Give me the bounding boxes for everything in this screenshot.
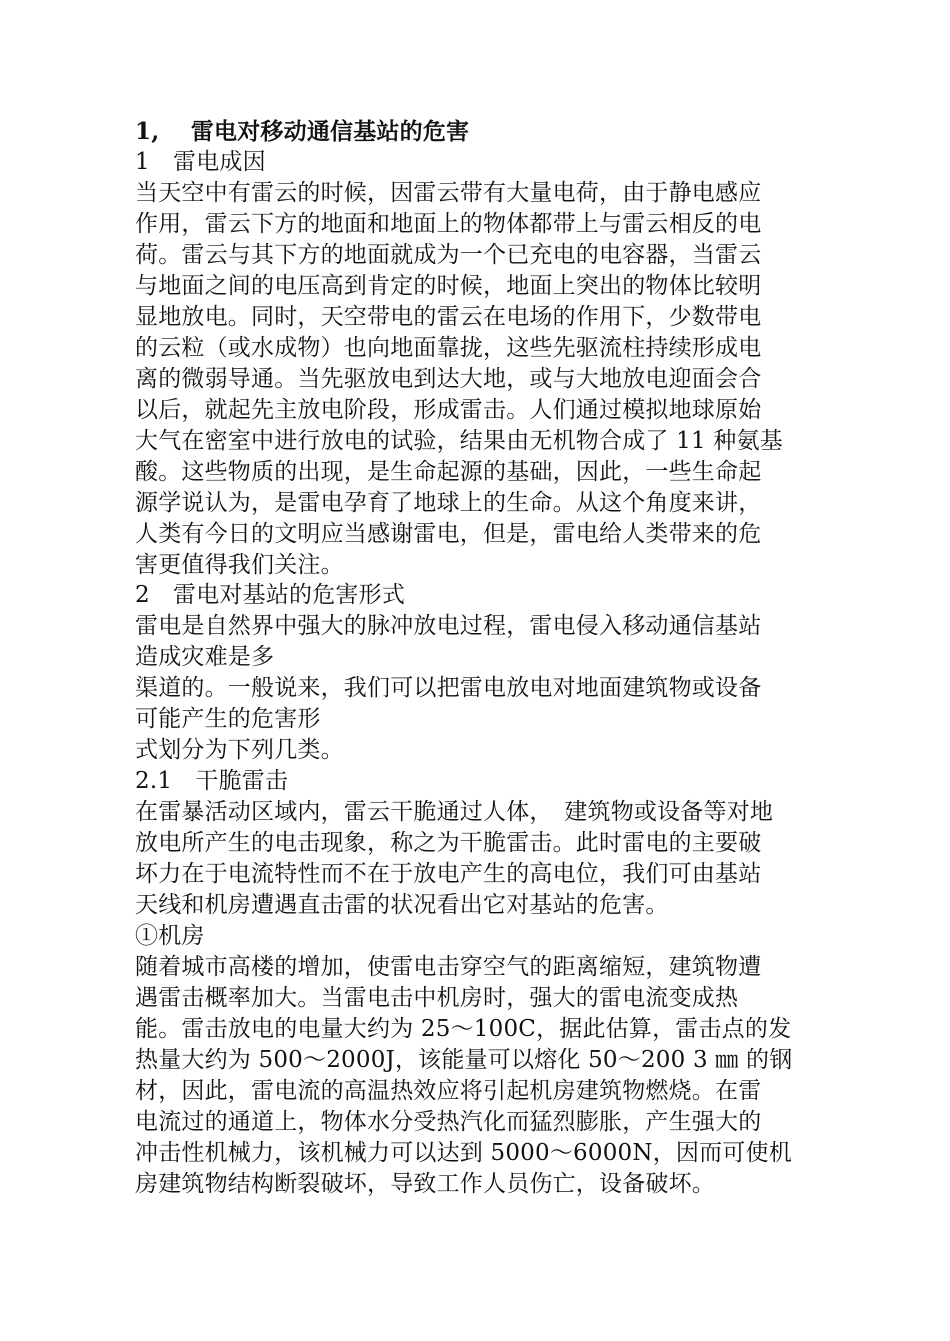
paragraph-line: 荷。雷云与其下方的地面就成为一个已充电的电容器，当雷云 bbox=[135, 242, 762, 268]
item-heading: ①机房 bbox=[135, 923, 205, 949]
paragraph-line: 坏力在于电流特性而不在于放电产生的高电位，我们可由基站 bbox=[135, 861, 762, 887]
paragraph-line: 电流过的通道上，物体水分受热汽化而猛烈膨胀，产生强大的 bbox=[135, 1109, 762, 1135]
paragraph-line: 放电所产生的电击现象，称之为干脆雷击。此时雷电的主要破 bbox=[135, 830, 762, 856]
paragraph-line: 与地面之间的电压高到肯定的时候，地面上突出的物体比较明 bbox=[135, 273, 762, 299]
paragraph-line: 渠道的。一般说来，我们可以把雷电放电对地面建筑物或设备 bbox=[135, 675, 762, 701]
paragraph-line: 天线和机房遭遇直击雷的状况看出它对基站的危害。 bbox=[135, 892, 669, 918]
paragraph-line: 房建筑物结构断裂破坏，导致工作人员伤亡，设备破坏。 bbox=[135, 1171, 715, 1197]
paragraph-line: 的云粒（或水成物）也向地面靠拢，这些先驱流柱持续形成电 bbox=[135, 335, 762, 361]
paragraph-line: 人类有今日的文明应当感谢雷电，但是，雷电给人类带来的危 bbox=[135, 521, 762, 547]
paragraph-line: 当天空中有雷云的时候，因雷云带有大量电荷，由于静电感应 bbox=[135, 180, 762, 206]
section-title: 1, 雷电对移动通信基站的危害 bbox=[135, 118, 470, 145]
paragraph-line: 作用，雷云下方的地面和地面上的物体都带上与雷云相反的电 bbox=[135, 211, 762, 237]
paragraph-line: 源学说认为，是雷电孕育了地球上的生命。从这个角度来讲， bbox=[135, 490, 762, 516]
paragraph-line: 以后，就起先主放电阶段，形成雷击。人们通过模拟地球原始 bbox=[135, 397, 762, 423]
paragraph-line: 大气在密室中进行放电的试验，结果由无机物合成了 11 种氨基 bbox=[135, 428, 783, 454]
paragraph-line: 在雷暴活动区域内，雷云干脆通过人体， 建筑物或设备等对地 bbox=[135, 799, 774, 825]
subsection-heading: 1 雷电成因 bbox=[135, 149, 266, 175]
paragraph-line: 离的微弱导通。当先驱放电到达大地，或与大地放电迎面会合 bbox=[135, 366, 762, 392]
paragraph-line: 显地放电。同时，天空带电的雷云在电场的作用下，少数带电 bbox=[135, 304, 762, 330]
paragraph-line: 雷电是自然界中强大的脉冲放电过程，雷电侵入移动通信基站 bbox=[135, 613, 762, 639]
paragraph-line: 能。雷击放电的电量大约为 25～100C，据此估算，雷击点的发 bbox=[135, 1016, 792, 1042]
subsection-heading: 2.1 干脆雷击 bbox=[135, 768, 289, 794]
paragraph-line: 酸。这些物质的出现，是生命起源的基础，因此，一些生命起 bbox=[135, 459, 762, 485]
paragraph-line: 热量大约为 500～2000J，该能量可以熔化 50～200 3 ㎜ 的钢 bbox=[135, 1047, 793, 1073]
paragraph-line: 造成灾难是多 bbox=[135, 644, 275, 670]
paragraph-line: 遇雷击概率加大。当雷电击中机房时，强大的雷电流变成热 bbox=[135, 985, 739, 1011]
subsection-heading: 2 雷电对基站的危害形式 bbox=[135, 582, 406, 608]
paragraph-line: 害更值得我们关注。 bbox=[135, 552, 344, 578]
paragraph-line: 可能产生的危害形 bbox=[135, 706, 321, 732]
paragraph-line: 冲击性机械力，该机械力可以达到 5000～6000N，因而可使机 bbox=[135, 1140, 792, 1166]
paragraph-line: 式划分为下列几类。 bbox=[135, 737, 344, 763]
paragraph-line: 随着城市高楼的增加，使雷电击穿空气的距离缩短，建筑物遭 bbox=[135, 954, 762, 980]
paragraph-line: 材，因此，雷电流的高温热效应将引起机房建筑物燃烧。在雷 bbox=[135, 1078, 762, 1104]
